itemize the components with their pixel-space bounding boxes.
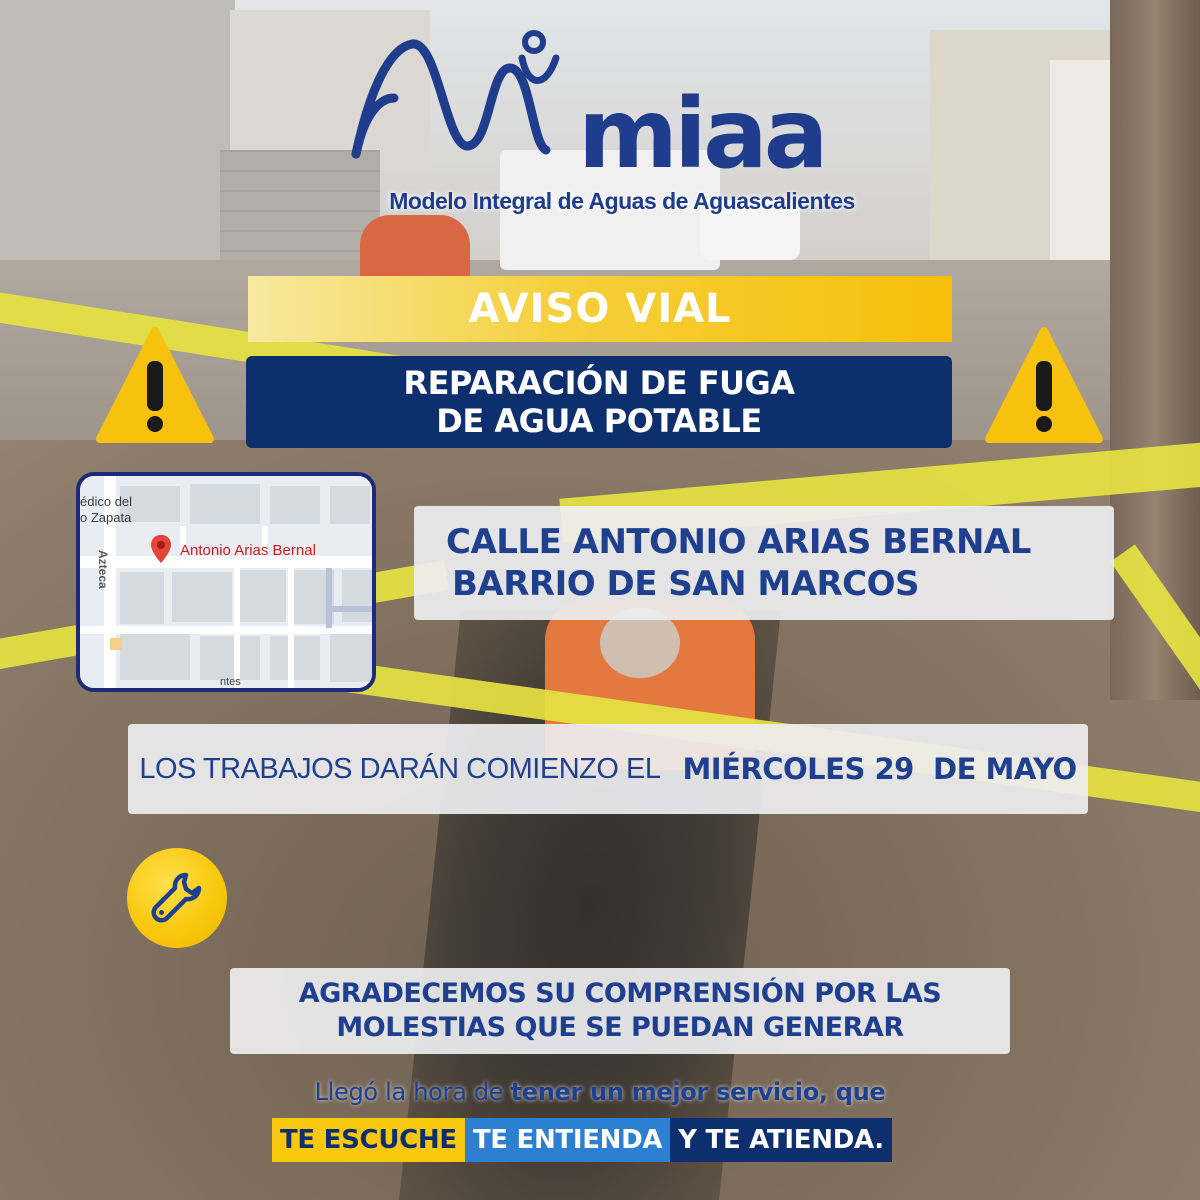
- warning-triangle-icon: [96, 325, 214, 447]
- wrench-badge: [127, 848, 227, 948]
- slogan-part-2: tener un mejor servicio, que: [510, 1078, 886, 1106]
- schedule-date: MIÉRCOLES 29 DE MAYO: [682, 752, 1077, 786]
- logo-tagline: Modelo Integral de Aguas de Aguascalientes: [389, 188, 855, 214]
- map-pin-label: Antonio Arias Bernal: [180, 542, 316, 559]
- map-poi-label-1: édico del: [80, 494, 133, 509]
- thanks-line-1: AGRADECEMOS SU COMPRENSIÓN POR LAS: [298, 978, 942, 1009]
- map-street-label: Azteca: [96, 550, 110, 589]
- slogan-line-2: [272, 1118, 892, 1162]
- address-line-1: CALLE ANTONIO ARIAS BERNAL: [446, 522, 1031, 562]
- notice-title: AVISO VIAL: [468, 286, 732, 332]
- address-line-2: BARRIO DE SAN MARCOS: [452, 564, 920, 604]
- map-bottom-label: ntes: [220, 676, 241, 688]
- slogan-tag-understand: TE ENTIENDA: [465, 1118, 670, 1162]
- wrench-icon: [148, 869, 206, 927]
- slogan-tag-attend: Y TE ATIENDA.: [670, 1118, 892, 1162]
- miaa-logo: [350, 28, 890, 218]
- location-map: [76, 472, 376, 692]
- warning-triangle-icon: [985, 325, 1103, 447]
- thanks-line-2: MOLESTIAS QUE SE PUEDAN GENERAR: [336, 1012, 904, 1043]
- slogan-part-1: Llegó la hora de: [314, 1078, 511, 1106]
- slogan-line-1: [0, 1078, 1200, 1106]
- map-poi-label-2: o Zapata: [80, 510, 132, 525]
- repair-line-2: DE AGUA POTABLE: [436, 402, 762, 440]
- map-pin-icon: [150, 534, 172, 564]
- address-card: [414, 506, 1114, 620]
- thanks-card: [230, 968, 1010, 1054]
- logo-wave-icon: [350, 28, 590, 178]
- schedule-card: [128, 724, 1088, 814]
- repair-banner: [246, 356, 952, 448]
- notice-title-banner: [248, 276, 952, 342]
- slogan-tag-listen: TE ESCUCHE: [272, 1118, 465, 1162]
- schedule-lead: LOS TRABAJOS DARÁN COMIENZO EL: [139, 752, 661, 785]
- repair-line-1: REPARACIÓN DE FUGA: [403, 364, 795, 402]
- logo-wordmark: miaa: [578, 78, 825, 190]
